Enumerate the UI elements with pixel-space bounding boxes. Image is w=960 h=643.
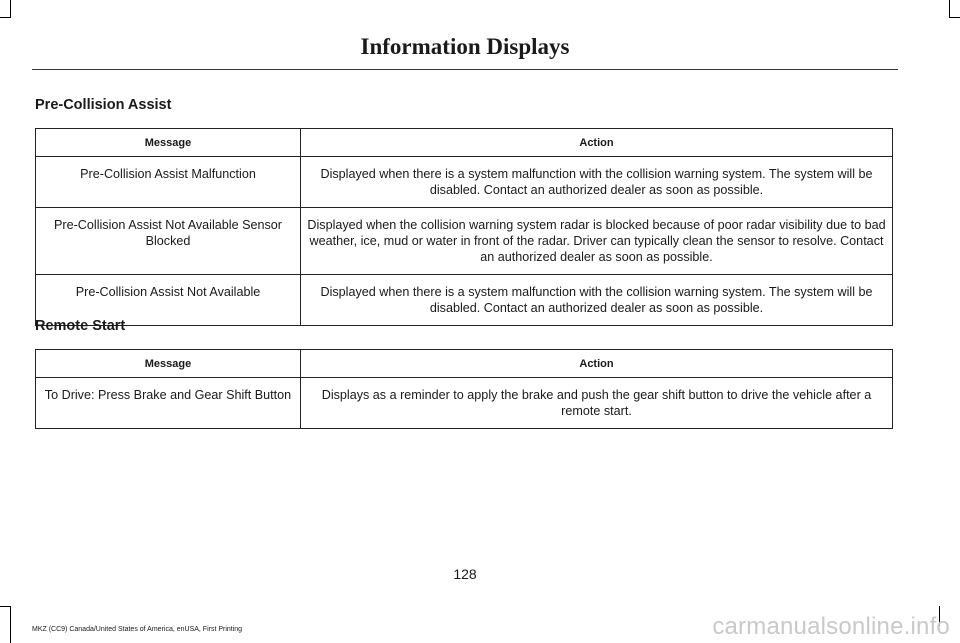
action-cell: Displays as a reminder to apply the brake and push the gear shift button to drive the vehicle after a remote start. (301, 378, 893, 429)
page-title: Information Displays (360, 34, 570, 59)
action-cell: Displayed when there is a system malfunction with the collision warning system. The system will be disabled. Contact an authorized dealer as soon as possible. (301, 275, 893, 326)
message-cell: Pre-Collision Assist Malfunction (36, 157, 301, 208)
crop-mark-bottom-left-vertical (10, 606, 11, 643)
table-row (36, 208, 893, 275)
header-divider (32, 69, 898, 70)
table-row (36, 275, 893, 326)
table-row (36, 378, 893, 429)
crop-mark-top-right-vertical (949, 0, 950, 18)
message-cell: Pre-Collision Assist Not Available (36, 275, 301, 326)
edition-footer: MKZ (CC9) Canada/United States of America, enUSA, First Printing (32, 626, 243, 633)
remote-start-table (35, 349, 893, 429)
crop-mark-top-left-horizontal (0, 17, 11, 18)
crop-mark-top-right-horizontal (949, 17, 960, 18)
page-number: 128 (453, 566, 477, 582)
column-header-action: Action (301, 129, 893, 157)
action-cell: Displayed when there is a system malfunction with the collision warning system. The system will be disabled. Contact an authorized dealer as soon as possible. (301, 157, 893, 208)
column-header-action: Action (301, 350, 893, 378)
message-cell: To Drive: Press Brake and Gear Shift Button (36, 378, 301, 429)
action-cell: Displayed when the collision warning system radar is blocked because of poor radar visibility due to bad weather, ice, mud or water in front of the radar. Driver can typically clean the sensor to resolve. Contact an authorized dealer as soon as possible. (301, 208, 893, 275)
table-header-row (36, 350, 893, 378)
crop-mark-top-left-vertical (10, 0, 11, 18)
watermark: carmanualsonline.info (712, 613, 950, 640)
section-heading-pre-collision-assist: Pre-Collision Assist (35, 97, 172, 113)
section-heading-remote-start: Remote Start (35, 318, 126, 334)
pre-collision-assist-table (35, 128, 893, 326)
table-row (36, 157, 893, 208)
column-header-message: Message (36, 350, 301, 378)
crop-mark-bottom-left-horizontal (0, 606, 11, 607)
message-cell: Pre-Collision Assist Not Available Sensor Blocked (36, 208, 301, 275)
column-header-message: Message (36, 129, 301, 157)
table-header-row (36, 129, 893, 157)
